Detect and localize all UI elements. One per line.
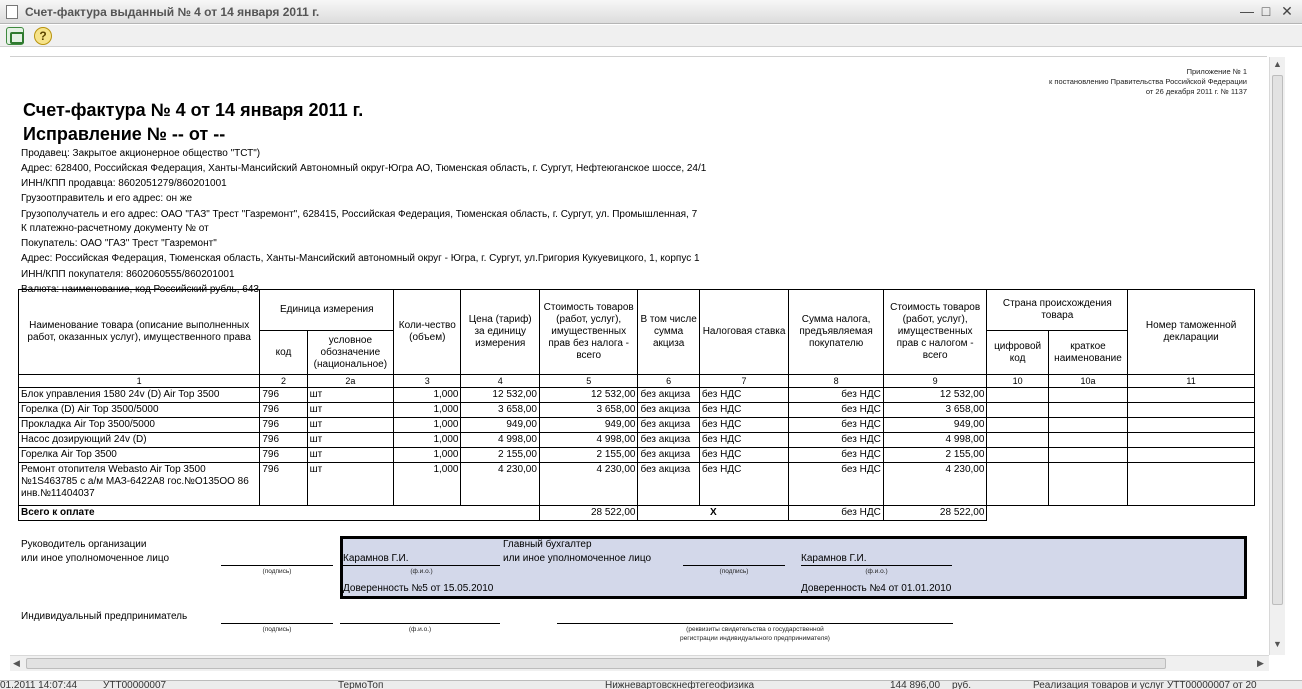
table-row [19,418,1255,433]
cell-taxsum: без НДС [789,433,884,448]
cell-cost: 3 658,00 [539,403,638,418]
total-costtax: 28 522,00 [883,506,987,521]
cell-customs [1128,403,1255,418]
cell-unit-name: шт [307,433,393,448]
cell-cost: 949,00 [539,418,638,433]
cell-qty: 1,000 [394,388,461,403]
cell-country-code [987,433,1048,448]
index-cell: 5 [539,375,638,388]
cell-customs [1128,388,1255,403]
col-name-header: Наименование товара (описание выполненных работ, оказанных услуг), имущественного права [19,290,260,375]
total-empty [987,506,1255,521]
seller-address: Адрес: 628400, Российская Федерация, Ханты-Мансийский Автономный округ-Югра АО, Тюменская область, г. Сургут, Нефтеюганское шоссе, 24/1 [21,163,707,174]
ip-name-caption: (ф.и.о.) [408,626,432,633]
acct-sign-line [683,565,785,566]
cell-country-name [1048,418,1127,433]
scroll-right-icon[interactable]: ▶ [1257,658,1264,668]
vertical-scrollbar[interactable] [1269,57,1285,655]
cell-unit-code: 796 [260,418,307,433]
scroll-down-icon[interactable]: ▼ [1273,639,1282,649]
shipper: Грузоотправитель и его адрес: он же [21,193,193,204]
buyer: Покупатель: ОАО "ГАЗ" Трест "Газремонт" [21,238,217,249]
table-row [19,433,1255,448]
cell-qty: 1,000 [394,403,461,418]
cell-customs [1128,418,1255,433]
col-taxsum-header: Сумма налога, предъявляемая покупателю [789,290,884,375]
total-label: Всего к оплате [19,506,540,521]
index-cell: 8 [789,375,884,388]
table-row [19,463,1255,506]
col-unitname-header: условное обозначение (национальное) [307,331,393,375]
row-org: Нижневартовскнефтегеофизика [605,680,755,689]
cell-price: 3 658,00 [461,403,539,418]
cell-costtax: 4 998,00 [883,433,987,448]
cell-qty: 1,000 [394,463,461,506]
horizontal-scroll-thumb[interactable] [26,658,1166,669]
col-countryname-header: краткое наименование [1048,331,1127,375]
save-print-icon[interactable] [6,27,24,45]
col-price-header: Цена (тариф) за единицу измерения [461,290,539,375]
cell-taxrate: без НДС [699,463,789,506]
cell-country-code [987,448,1048,463]
cell-price: 4 230,00 [461,463,539,506]
cell-costtax: 949,00 [883,418,987,433]
acct-name-caption: (ф.и.о.) [865,568,888,575]
index-cell: 4 [461,375,539,388]
cell-costtax: 12 532,00 [883,388,987,403]
cell-excise: без акциза [638,448,699,463]
cell-unit-name: шт [307,403,393,418]
cell-qty: 1,000 [394,418,461,433]
help-icon[interactable]: ? [34,27,52,45]
index-cell: 1 [19,375,260,388]
acct-sign-caption: (подпись) [719,568,749,575]
row-docnum: УТТ00000007 [103,680,167,689]
cell-name: Горелка (D) Air Top 3500/5000 [19,403,260,418]
ip-label: Индивидуальный предприниматель [21,611,188,622]
acct-name: Карамнов Г.И. [801,553,867,564]
cell-taxsum: без НДС [789,448,884,463]
cell-price: 4 998,00 [461,433,539,448]
col-unitcode-header: код [260,331,307,375]
cell-price: 949,00 [461,418,539,433]
head-sign-line [221,565,333,566]
cell-excise: без акциза [638,463,699,506]
row-date: 01.2011 14:07:44 [0,680,78,689]
cell-unit-code: 796 [260,448,307,463]
seller-inn: ИНН/КПП продавца: 8602051279/860201001 [21,178,227,189]
col-countrycode-header: цифровой код [987,331,1048,375]
ip-sign-caption: (подпись) [262,626,292,633]
cell-taxrate: без НДС [699,403,789,418]
col-customs-header: Номер таможенной декларации [1128,290,1255,375]
cell-country-code [987,418,1048,433]
cell-name: Горелка Air Top 3500 [19,448,260,463]
annex-line: от 26 декабря 2011 г. № 1137 [1145,87,1247,96]
total-taxsum: без НДС [789,506,884,521]
cell-customs [1128,463,1255,506]
index-cell: 10 [987,375,1048,388]
cell-name: Прокладка Air Top 3500/5000 [19,418,260,433]
annex-note [1049,67,1247,97]
table-row [19,448,1255,463]
index-cell: 9 [883,375,987,388]
cell-taxsum: без НДС [789,463,884,506]
row-amount: 144 896,00 [890,680,941,689]
vertical-scroll-thumb[interactable] [1272,75,1283,605]
cell-price: 12 532,00 [461,388,539,403]
scroll-left-icon[interactable]: ◀ [13,658,20,668]
document-area [0,48,1302,689]
scroll-up-icon[interactable]: ▲ [1273,59,1282,69]
col-country-header: Страна происхождения товара [987,290,1128,331]
cell-unit-code: 796 [260,463,307,506]
index-cell: 6 [638,375,699,388]
cell-customs [1128,448,1255,463]
cell-unit-name: шт [307,463,393,506]
cell-costtax: 2 155,00 [883,448,987,463]
cell-qty: 1,000 [394,433,461,448]
cell-excise: без акциза [638,433,699,448]
acct-proxy: Доверенность №4 от 01.01.2010 [801,583,952,594]
cell-unit-code: 796 [260,388,307,403]
head-name: Карамнов Г.И. [343,553,409,564]
invoice-page [10,56,1267,654]
index-row [19,375,1255,388]
col-cost-header: Стоимость товаров (работ, услуг), имущественных прав без налога - всего [539,290,638,375]
invoice-title: Счет-фактура № 4 от 14 января 2011 г. [23,100,364,120]
cell-unit-name: шт [307,418,393,433]
ip-sign-line [221,623,333,624]
cell-cost: 12 532,00 [539,388,638,403]
row-doc: Реализация товаров и услуг УТТ00000007 от 20 [1033,680,1257,689]
head-name-caption: (ф.и.о.) [410,568,433,575]
payment-doc: К платежно-расчетному документу № от [21,223,209,234]
index-cell: 2 [260,375,307,388]
window-title: Счет-фактура выданный № 4 от 14 января 2011 г. [25,5,320,19]
cell-qty: 1,000 [394,448,461,463]
cell-country-code [987,463,1048,506]
cell-country-name [1048,448,1127,463]
cell-costtax: 3 658,00 [883,403,987,418]
index-cell: 3 [394,375,461,388]
cell-taxrate: без НДС [699,418,789,433]
correction-title: Исправление № -- от -- [23,124,226,144]
cell-name: Блок управления 1580 24v (D) Air Top 3500 [19,388,260,403]
window-titlebar [0,0,1302,24]
index-cell: 7 [699,375,789,388]
cell-country-name [1048,433,1127,448]
currency: Валюта: наименование, код Российский рубль, 643 [21,284,259,295]
total-cost: 28 522,00 [539,506,638,521]
cell-excise: без акциза [638,388,699,403]
cell-country-name [1048,403,1127,418]
cell-taxrate: без НДС [699,448,789,463]
cell-costtax: 4 230,00 [883,463,987,506]
col-unit-header: Единица измерения [260,290,394,331]
cell-unit-name: шт [307,388,393,403]
toolbar [0,25,1302,47]
row-counterparty: ТермоТоп [338,680,384,689]
head-label-2: или иное уполномоченное лицо [21,553,170,564]
index-cell: 10а [1048,375,1127,388]
cell-taxsum: без НДС [789,418,884,433]
ip-name-line [340,623,500,624]
annex-line: Приложение № 1 [1186,67,1247,76]
total-excise-mark: X [638,506,789,521]
close-icon[interactable]: ✕ [1281,3,1293,19]
cell-cost: 4 230,00 [539,463,638,506]
head-label: Руководитель организации [21,539,147,550]
total-row [19,506,1255,521]
annex-line: к постановлению Правительства Российской Федерации [1049,77,1247,86]
acct-label: Главный бухгалтер [503,539,592,550]
acct-label-2: или иное уполномоченное лицо [503,553,652,564]
cell-excise: без акциза [638,403,699,418]
cell-cost: 4 998,00 [539,433,638,448]
cell-cost: 2 155,00 [539,448,638,463]
row-currency: руб. [952,680,972,689]
head-sign-caption: (подпись) [262,568,292,575]
index-cell: 11 [1128,375,1255,388]
table-row [19,388,1255,403]
index-cell: 2а [307,375,393,388]
cell-country-name [1048,388,1127,403]
buyer-inn: ИНН/КПП покупателя: 8602060555/860201001 [21,269,235,280]
cell-name: Насос дозирующий 24v (D) [19,433,260,448]
ip-req-caption-2: регистрации индивидуального предпринимателя) [680,635,830,642]
seller: Продавец: Закрытое акционерное общество "ТСТ") [21,148,261,159]
col-costtax-header: Стоимость товаров (работ, услуг), имущественных прав с налогом - всего [883,290,987,375]
cell-price: 2 155,00 [461,448,539,463]
consignee: Грузополучатель и его адрес: ОАО "ГАЗ" Трест "Газремонт", 628415, Российская Федерация, Тюменская область, г. Сургут, ул. Промышленная, 7 [21,209,698,220]
ip-req-line [557,623,953,624]
head-name-line [343,565,500,566]
cell-taxrate: без НДС [699,433,789,448]
col-qty-header: Коли-чество (объем) [394,290,461,375]
horizontal-scrollbar[interactable] [10,655,1269,671]
cell-country-code [987,403,1048,418]
cell-unit-code: 796 [260,403,307,418]
cell-taxsum: без НДС [789,403,884,418]
head-proxy: Доверенность №5 от 15.05.2010 [343,583,494,594]
cell-unit-code: 796 [260,433,307,448]
cell-unit-name: шт [307,448,393,463]
minimize-icon[interactable]: — [1240,3,1254,19]
cell-excise: без акциза [638,418,699,433]
cell-country-name [1048,463,1127,506]
cell-name: Ремонт отопителя Webasto Air Top 3500 №1S463785 с а/м МАЗ-6422А8 гос.№О135ОО 86 инв.№11404037 [19,463,260,506]
document-icon [6,5,18,19]
col-excise-header: В том числе сумма акциза [638,290,699,375]
background-list-row [0,680,1302,689]
col-taxrate-header: Налоговая ставка [699,290,789,375]
cell-taxsum: без НДС [789,388,884,403]
table-row [19,403,1255,418]
cell-customs [1128,433,1255,448]
invoice-table [18,289,1255,521]
maximize-icon[interactable]: □ [1261,3,1271,19]
acct-name-line [801,565,952,566]
ip-req-caption-1: (реквизиты свидетельства о государственной [686,626,824,633]
cell-taxrate: без НДС [699,388,789,403]
cell-country-code [987,388,1048,403]
buyer-address: Адрес: Российская Федерация, Тюменская область, Ханты-Мансийский автономный округ - Югра, г. Сургут, ул.Григория Кукуевицкого, 1, корпус 1 [21,253,700,264]
